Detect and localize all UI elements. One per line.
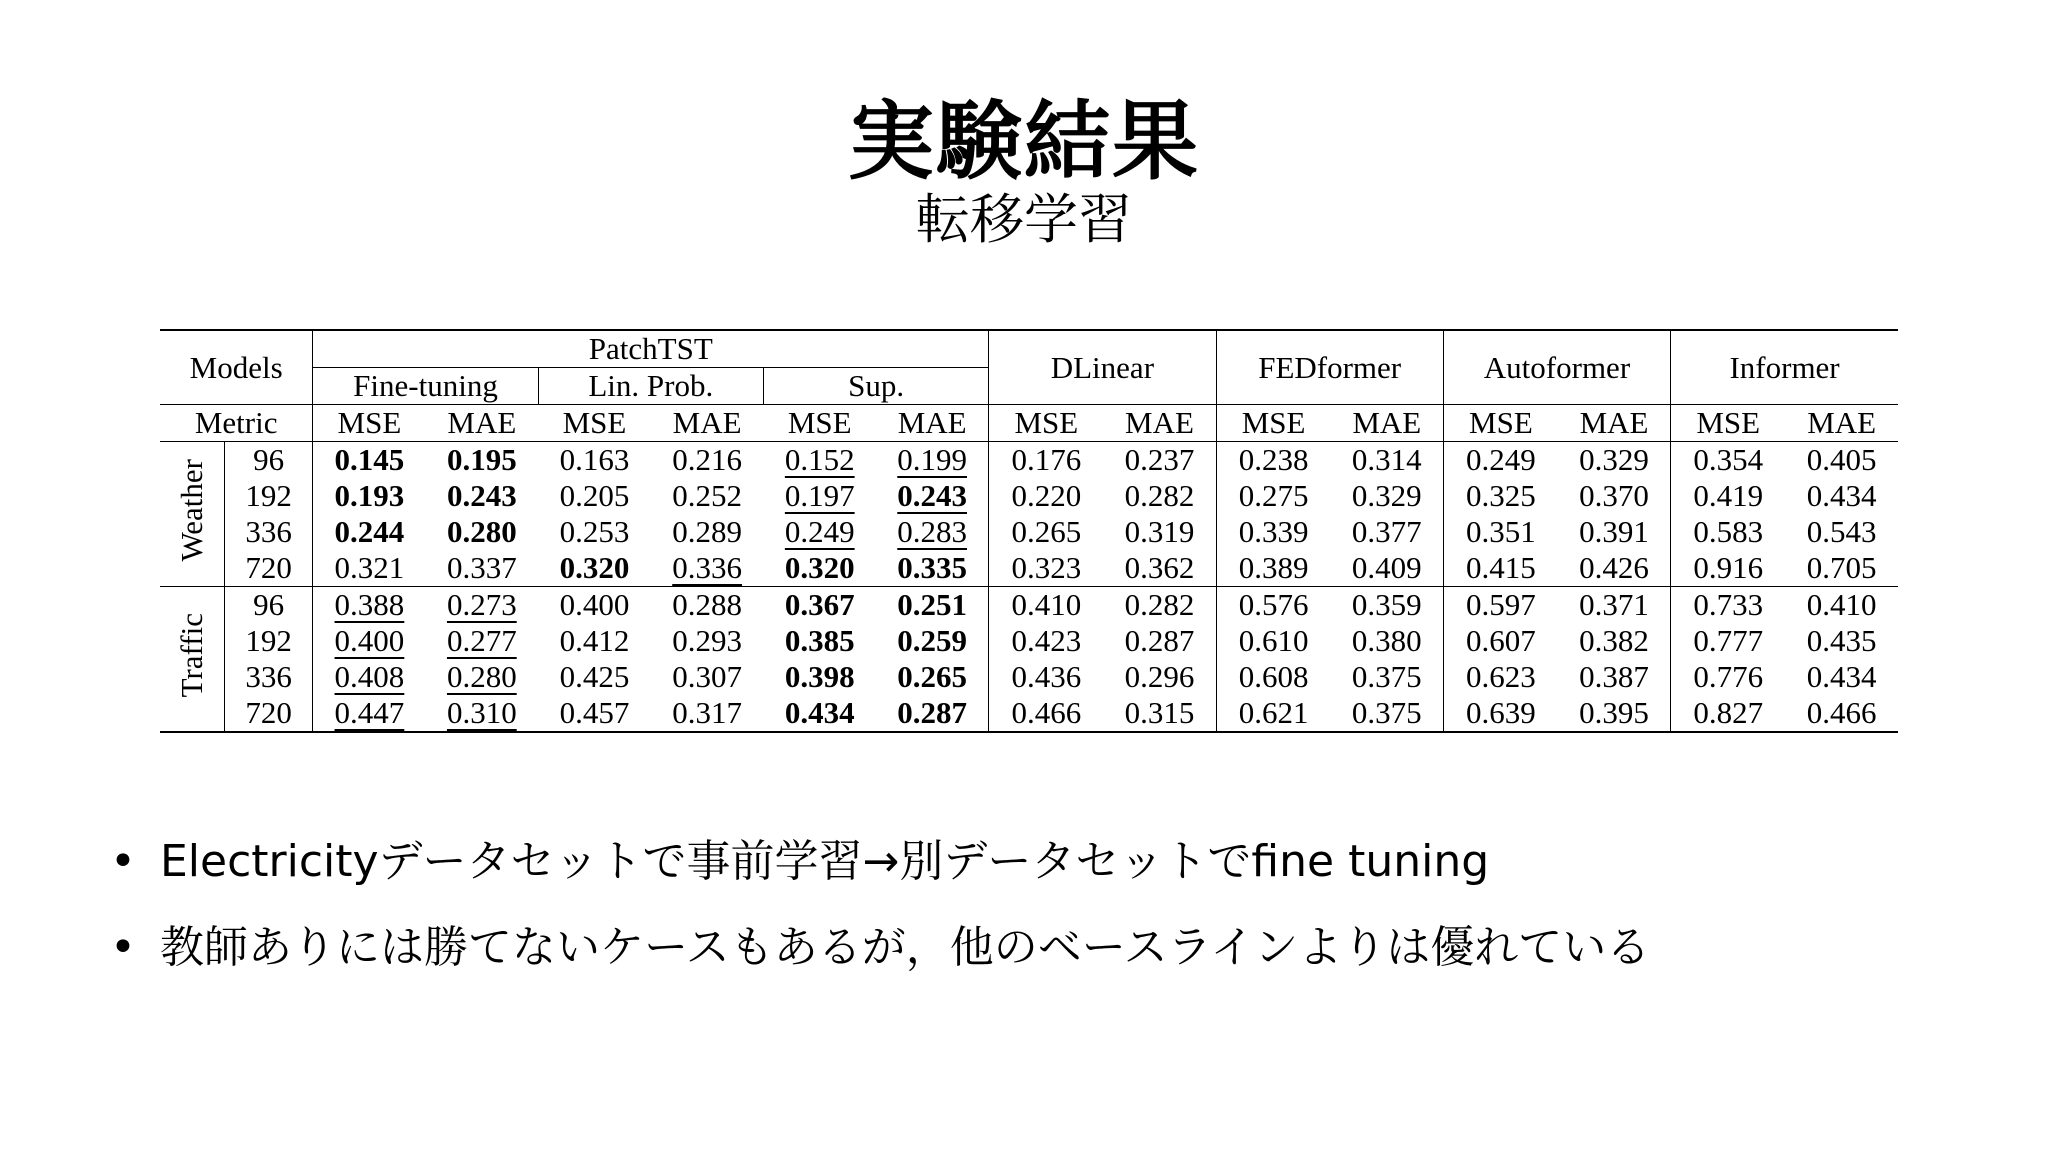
metric-value: 0.705 — [1806, 550, 1877, 585]
metric-value-cell — [651, 587, 764, 624]
dataset-label: Weather — [173, 459, 209, 562]
metric-value-cell — [989, 478, 1104, 514]
metric-value: 0.152 — [784, 442, 855, 477]
best-value — [897, 695, 967, 730]
metric-value-cell — [538, 587, 651, 624]
metric-value-cell — [1443, 550, 1558, 587]
metric-value-cell — [1785, 514, 1898, 550]
best-value — [897, 550, 967, 585]
metric-value: 0.251 — [897, 587, 968, 622]
metric-mae: MAE — [876, 405, 989, 442]
metric-value-cell — [1785, 623, 1898, 659]
metric-value: 0.339 — [1238, 514, 1309, 549]
metric-value-cell — [313, 478, 426, 514]
best-value — [785, 659, 855, 694]
metric-value: 0.249 — [1466, 442, 1536, 477]
metric-value-cell — [1216, 442, 1331, 479]
metric-value: 0.419 — [1693, 478, 1764, 513]
metric-value: 0.777 — [1693, 623, 1764, 658]
metric-value: 0.315 — [1124, 695, 1195, 730]
best-value — [897, 587, 967, 622]
metric-value-cell — [1103, 514, 1216, 550]
metric-value: 0.400 — [559, 587, 630, 622]
metric-value-cell — [989, 695, 1104, 732]
metric-value: 0.391 — [1579, 514, 1649, 549]
metric-value: 0.466 — [1011, 695, 1082, 730]
horizon-cell: 96 — [224, 587, 313, 624]
metric-value-cell — [1671, 659, 1786, 695]
metric-mae: MAE — [1331, 405, 1444, 442]
metric-value: 0.199 — [897, 442, 968, 477]
metric-value-cell — [426, 550, 539, 587]
metric-value: 0.400 — [334, 623, 405, 658]
metric-value: 0.321 — [334, 550, 405, 585]
metric-value-cell — [1331, 478, 1444, 514]
metric-value: 0.252 — [672, 478, 742, 513]
metric-value: 0.244 — [334, 514, 405, 549]
metric-mse: MSE — [1443, 405, 1558, 442]
metric-value-cell — [651, 695, 764, 732]
metric-value-cell — [1558, 587, 1671, 624]
best-value — [335, 442, 405, 477]
metric-value: 0.282 — [1124, 478, 1195, 513]
metric-value-cell — [1671, 514, 1786, 550]
metric-value: 0.237 — [1124, 442, 1195, 477]
metric-value-cell — [876, 442, 989, 479]
horizon-cell: 336 — [224, 659, 313, 695]
horizon-cell: 720 — [224, 550, 313, 587]
metric-value: 0.238 — [1238, 442, 1309, 477]
metric-value: 0.447 — [334, 695, 405, 730]
fedformer-header: FEDformer — [1216, 330, 1443, 405]
metric-value: 0.335 — [897, 550, 968, 585]
metric-value-cell — [1558, 659, 1671, 695]
metric-value-cell — [426, 478, 539, 514]
metric-value-cell — [1216, 623, 1331, 659]
bullet-list — [110, 830, 1990, 1002]
table-row — [160, 587, 1898, 624]
table-row — [160, 695, 1898, 732]
metric-value: 0.375 — [1351, 659, 1422, 694]
metric-value: 0.395 — [1579, 695, 1649, 730]
metric-value-cell — [1558, 442, 1671, 479]
bullet-item — [110, 916, 1990, 980]
metric-value: 0.287 — [897, 695, 968, 730]
metric-value-cell — [989, 550, 1104, 587]
metric-value: 0.436 — [1011, 659, 1082, 694]
metric-mse: MSE — [313, 405, 426, 442]
metric-value-cell — [876, 587, 989, 624]
metric-value: 0.329 — [1351, 478, 1422, 513]
dataset-label: Traffic — [173, 613, 209, 698]
metric-value: 0.273 — [446, 587, 517, 622]
metric-value: 0.916 — [1693, 550, 1764, 585]
metric-value: 0.317 — [672, 695, 742, 730]
metric-value: 0.193 — [334, 478, 405, 513]
metric-value: 0.354 — [1693, 442, 1764, 477]
metric-value-cell — [1671, 550, 1786, 587]
metric-value-cell — [1216, 695, 1331, 732]
metric-value-cell — [313, 514, 426, 550]
metric-value-cell — [876, 478, 989, 514]
metric-value: 0.323 — [1011, 550, 1082, 585]
dataset-label-cell — [160, 442, 224, 587]
metric-value-cell — [1103, 442, 1216, 479]
metric-value: 0.371 — [1579, 587, 1649, 622]
metric-value: 0.280 — [446, 514, 517, 549]
best-value — [785, 695, 855, 730]
best-value — [447, 514, 517, 549]
metric-value-cell — [1443, 478, 1558, 514]
metric-value: 0.320 — [784, 550, 855, 585]
metric-value: 0.457 — [559, 695, 630, 730]
autoformer-header: Autoformer — [1443, 330, 1670, 405]
metric-value-cell — [1331, 623, 1444, 659]
metric-value-cell — [1103, 659, 1216, 695]
metric-value: 0.607 — [1466, 623, 1536, 658]
metric-value-cell — [538, 623, 651, 659]
bullet-item — [110, 830, 1990, 894]
metric-mae: MAE — [426, 405, 539, 442]
metric-value-cell — [313, 550, 426, 587]
metric-value: 0.623 — [1466, 659, 1536, 694]
metric-value-cell — [763, 587, 876, 624]
metric-value-cell — [876, 659, 989, 695]
metric-value-cell — [1216, 478, 1331, 514]
metric-value: 0.621 — [1238, 695, 1309, 730]
metric-value-cell — [1671, 623, 1786, 659]
metric-value-cell — [989, 442, 1104, 479]
metric-value: 0.466 — [1806, 695, 1877, 730]
best-value — [560, 550, 630, 585]
metric-value-cell — [1785, 587, 1898, 624]
metric-value: 0.434 — [1806, 478, 1877, 513]
metric-value-cell — [1443, 623, 1558, 659]
metric-value-cell — [763, 659, 876, 695]
metric-value: 0.216 — [672, 442, 742, 477]
metric-value-cell — [1216, 550, 1331, 587]
metric-value: 0.176 — [1011, 442, 1082, 477]
metric-value-cell — [763, 550, 876, 587]
metric-value: 0.265 — [1011, 514, 1082, 549]
metric-value-cell — [989, 514, 1104, 550]
metric-value: 0.259 — [897, 623, 968, 658]
metric-value: 0.639 — [1466, 695, 1536, 730]
metric-value: 0.387 — [1579, 659, 1649, 694]
metric-value: 0.249 — [784, 514, 855, 549]
metric-mae: MAE — [1558, 405, 1671, 442]
metric-value-cell — [1103, 695, 1216, 732]
horizon-cell: 192 — [224, 478, 313, 514]
metric-value: 0.197 — [784, 478, 855, 513]
metric-value-cell — [538, 442, 651, 479]
metric-value-cell — [1558, 623, 1671, 659]
results-table — [160, 329, 1898, 733]
metric-value-cell — [989, 587, 1104, 624]
metric-value-cell — [1558, 695, 1671, 732]
metric-value: 0.398 — [784, 659, 855, 694]
metric-value-cell — [763, 442, 876, 479]
metric-value: 0.380 — [1351, 623, 1422, 658]
dlinear-header: DLinear — [989, 330, 1216, 405]
bullet-text: 教師ありには勝てないケースもあるが，他のベースラインよりは優れている — [160, 922, 1651, 973]
metric-value: 0.597 — [1466, 587, 1536, 622]
metric-value-cell — [1103, 623, 1216, 659]
table-row — [160, 514, 1898, 550]
best-value — [335, 478, 405, 513]
metric-value-cell — [1103, 478, 1216, 514]
metric-value-cell — [426, 587, 539, 624]
metric-value-cell — [1785, 550, 1898, 587]
metric-value-cell — [538, 695, 651, 732]
metric-value-cell — [1558, 514, 1671, 550]
bullet-dot: • — [110, 836, 136, 887]
metric-value-cell — [1103, 587, 1216, 624]
slide-subtitle: 転移学習 — [916, 188, 1132, 251]
metric-mse: MSE — [989, 405, 1104, 442]
metric-value-cell — [1331, 587, 1444, 624]
metric-value: 0.388 — [334, 587, 405, 622]
metric-value-cell — [538, 550, 651, 587]
metric-value: 0.243 — [446, 478, 517, 513]
metric-value: 0.382 — [1579, 623, 1649, 658]
metric-value-cell — [651, 442, 764, 479]
metric-value: 0.351 — [1466, 514, 1536, 549]
metric-value: 0.733 — [1693, 587, 1764, 622]
metric-mse: MSE — [1216, 405, 1331, 442]
metric-value: 0.145 — [334, 442, 405, 477]
metric-value: 0.289 — [672, 514, 742, 549]
metric-value-cell — [1558, 478, 1671, 514]
metric-value-cell — [426, 659, 539, 695]
metric-value: 0.367 — [784, 587, 855, 622]
metric-value-cell — [1671, 587, 1786, 624]
metric-value-cell — [426, 514, 539, 550]
metric-value: 0.275 — [1238, 478, 1309, 513]
metric-value-cell — [1216, 587, 1331, 624]
metric-value: 0.543 — [1806, 514, 1877, 549]
metric-value-cell — [763, 623, 876, 659]
metric-value-cell — [1216, 659, 1331, 695]
metric-value: 0.389 — [1238, 550, 1309, 585]
metric-value: 0.283 — [897, 514, 968, 549]
metric-mse: MSE — [538, 405, 651, 442]
metric-value-cell — [313, 442, 426, 479]
metric-value-cell — [426, 442, 539, 479]
metric-value: 0.425 — [559, 659, 630, 694]
metric-value: 0.375 — [1351, 695, 1422, 730]
best-value — [335, 514, 405, 549]
metric-value: 0.410 — [1806, 587, 1877, 622]
metric-value: 0.314 — [1351, 442, 1422, 477]
metric-value-cell — [1671, 695, 1786, 732]
horizon-cell: 336 — [224, 514, 313, 550]
metric-value-cell — [538, 514, 651, 550]
bullet-text: Electricityデータセットで事前学習→別データセットでfine tuning — [160, 836, 1490, 887]
metric-value-cell — [1785, 695, 1898, 732]
metric-mae: MAE — [1785, 405, 1898, 442]
metric-value-cell — [426, 623, 539, 659]
metric-value: 0.385 — [784, 623, 855, 658]
table-row — [160, 623, 1898, 659]
table-row — [160, 442, 1898, 479]
metric-value: 0.325 — [1466, 478, 1536, 513]
patchtst-header: PatchTST — [313, 330, 989, 368]
metric-value: 0.288 — [672, 587, 742, 622]
horizon-cell: 192 — [224, 623, 313, 659]
linear-probing-header: Lin. Prob. — [538, 368, 763, 405]
metric-value-cell — [876, 623, 989, 659]
best-value — [447, 442, 517, 477]
metric-value-cell — [1671, 478, 1786, 514]
metric-value: 0.608 — [1238, 659, 1309, 694]
metric-value: 0.253 — [559, 514, 630, 549]
metric-value-cell — [1443, 514, 1558, 550]
horizon-cell: 96 — [224, 442, 313, 479]
metric-value: 0.362 — [1124, 550, 1195, 585]
metric-value: 0.415 — [1466, 550, 1536, 585]
metric-value-cell — [1216, 514, 1331, 550]
metric-value-cell — [651, 478, 764, 514]
metric-value-cell — [763, 695, 876, 732]
metric-value: 0.377 — [1351, 514, 1422, 549]
metric-value: 0.319 — [1124, 514, 1195, 549]
metric-value: 0.265 — [897, 659, 968, 694]
table-row — [160, 659, 1898, 695]
metric-value: 0.243 — [897, 478, 968, 513]
metric-value-cell — [1331, 695, 1444, 732]
metric-mse: MSE — [763, 405, 876, 442]
metric-value-cell — [651, 659, 764, 695]
metric-value: 0.296 — [1124, 659, 1195, 694]
metric-value-cell — [651, 550, 764, 587]
results-table-body — [160, 442, 1898, 733]
metric-mse: MSE — [1671, 405, 1786, 442]
metric-value-cell — [538, 659, 651, 695]
table-row — [160, 478, 1898, 514]
metric-value-cell — [538, 478, 651, 514]
metric-value-cell — [1331, 514, 1444, 550]
best-value — [785, 587, 855, 622]
bullet-dot: • — [110, 922, 136, 973]
metric-value-cell — [989, 623, 1104, 659]
metric-value-cell — [313, 659, 426, 695]
metric-value: 0.405 — [1806, 442, 1877, 477]
metric-value-cell — [313, 695, 426, 732]
metric-value: 0.282 — [1124, 587, 1195, 622]
best-value — [785, 623, 855, 658]
metric-value: 0.370 — [1579, 478, 1649, 513]
metric-value-cell — [1443, 695, 1558, 732]
metric-value-cell — [876, 550, 989, 587]
metric-value-cell — [1331, 550, 1444, 587]
metric-value-cell — [1331, 442, 1444, 479]
slide-title: 実験結果 — [848, 92, 1200, 192]
metric-value-cell — [763, 514, 876, 550]
metric-value: 0.610 — [1238, 623, 1309, 658]
dataset-label-cell — [160, 587, 224, 733]
metric-value: 0.310 — [446, 695, 517, 730]
table-row — [160, 550, 1898, 587]
metric-value-cell — [1443, 587, 1558, 624]
metric-value: 0.408 — [334, 659, 405, 694]
metric-value: 0.163 — [559, 442, 630, 477]
metric-value: 0.576 — [1238, 587, 1309, 622]
metric-value-cell — [313, 587, 426, 624]
metric-value: 0.412 — [559, 623, 630, 658]
best-value — [785, 550, 855, 585]
best-value — [447, 478, 517, 513]
metric-value-cell — [1785, 659, 1898, 695]
metric-value: 0.359 — [1351, 587, 1422, 622]
best-value — [897, 623, 967, 658]
metric-value: 0.435 — [1806, 623, 1877, 658]
metric-value-cell — [876, 695, 989, 732]
metric-value-cell — [1103, 550, 1216, 587]
informer-header: Informer — [1671, 330, 1898, 405]
metric-value: 0.293 — [672, 623, 742, 658]
metric-value-cell — [651, 514, 764, 550]
metric-value-cell — [313, 623, 426, 659]
metric-value: 0.410 — [1011, 587, 1082, 622]
metric-value: 0.409 — [1351, 550, 1422, 585]
metric-header: Metric — [160, 405, 313, 442]
best-value — [897, 659, 967, 694]
metric-mae: MAE — [1103, 405, 1216, 442]
metric-value-cell — [1443, 659, 1558, 695]
metric-value-cell — [1331, 659, 1444, 695]
metric-value: 0.205 — [559, 478, 630, 513]
metric-value-cell — [876, 514, 989, 550]
metric-value: 0.220 — [1011, 478, 1082, 513]
metric-value: 0.336 — [672, 550, 742, 585]
fine-tuning-header: Fine-tuning — [313, 368, 538, 405]
metric-value: 0.434 — [784, 695, 855, 730]
best-value — [897, 478, 967, 513]
supervised-header: Sup. — [763, 368, 988, 405]
metric-value-cell — [651, 623, 764, 659]
metric-value: 0.329 — [1579, 442, 1649, 477]
metric-value-cell — [426, 695, 539, 732]
metric-value-cell — [1785, 442, 1898, 479]
metric-value: 0.320 — [559, 550, 630, 585]
metric-value: 0.280 — [446, 659, 517, 694]
metric-value-cell — [1558, 550, 1671, 587]
metric-value: 0.423 — [1011, 623, 1082, 658]
metric-value: 0.195 — [446, 442, 517, 477]
horizon-cell: 720 — [224, 695, 313, 732]
metric-value: 0.337 — [446, 550, 517, 585]
metric-value-cell — [1671, 442, 1786, 479]
metric-value-cell — [1785, 478, 1898, 514]
metric-value: 0.277 — [446, 623, 517, 658]
metric-value: 0.287 — [1124, 623, 1195, 658]
metric-value: 0.307 — [672, 659, 742, 694]
metric-value: 0.776 — [1693, 659, 1764, 694]
metric-mae: MAE — [651, 405, 764, 442]
metric-value: 0.583 — [1693, 514, 1764, 549]
metric-value-cell — [1443, 442, 1558, 479]
metric-value-cell — [989, 659, 1104, 695]
models-header: Models — [160, 330, 313, 405]
metric-value: 0.827 — [1693, 695, 1764, 730]
metric-value: 0.426 — [1579, 550, 1649, 585]
metric-value: 0.434 — [1806, 659, 1877, 694]
metric-value-cell — [763, 478, 876, 514]
